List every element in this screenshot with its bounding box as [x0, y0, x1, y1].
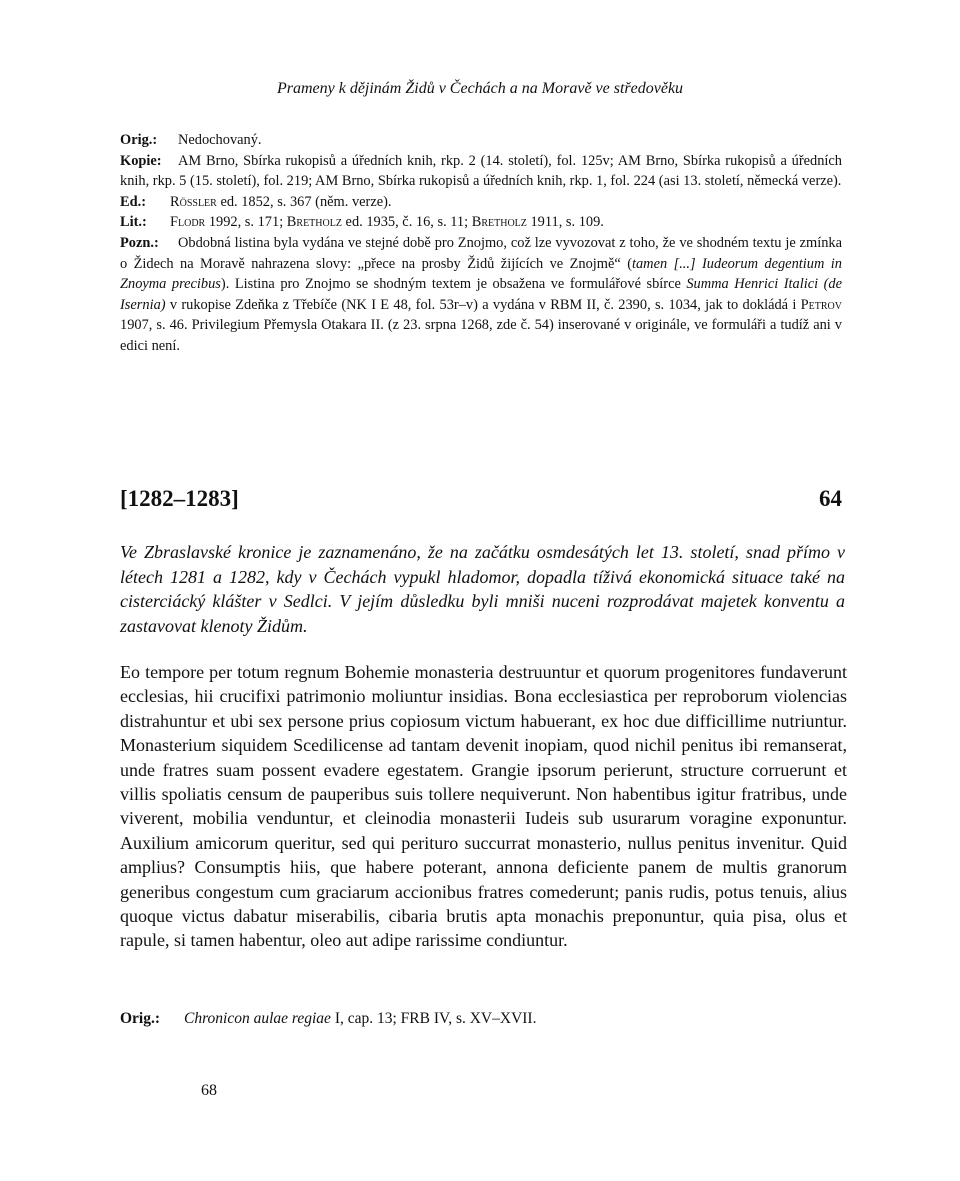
note-text: v rukopise Zdeňka z Třebíče (NK I E 48, fol. 53r–v) a vydána v RBM II, č. 2390, s. 1034, jak to dokládá i [165, 296, 801, 313]
note-label: Orig.: [120, 132, 158, 148]
note-text: ed. 1935, č. 16, s. 11; [341, 214, 472, 231]
apparatus-notes [120, 130, 842, 357]
note-label: Ed.: [120, 193, 146, 210]
note-text: Obdobná listina byla vydána ve stejné době pro Znojmo, což lze vyvozovat z toho, že ve shodném textu je zmínka o Židech na Moravě nahrazena slovy: „přece na prosby Židů žijících ve Znojmě“ ( [120, 234, 842, 272]
note-text: AM Brno, Sbírka rukopisů a úředních knih, rkp. 2 (14. století), fol. 125v; AM Brno, Sbírka rukopisů a úředních knih, rkp. 5 (15. století), fol. 219; AM Brno, Sbírka rukopisů a úředních knih, rkp. 1, fol. 224 (asi 13. století, německá verze). [120, 152, 842, 190]
note-label: Kopie: [120, 152, 162, 169]
note-text: I, cap. 13; FRB IV, s. XV–XVII. [330, 1010, 537, 1027]
latin-text: Eo tempore per totum regnum Bohemie monasteria destruuntur et quorum progenitores fundaverunt ecclesias, hii crucifixi patrimonio moliuntur insidias. Bona ecclesiastica per reproborum violencias distrahuntur et ubi sex persone prius copiosum victum habuerant, ex hoc due difficillime nutriuntur. Monasterium siquidem Scedilicense ad tantam devenit inopiam, quod nichil penitus ibi remanserat, unde fratres suam possent evadere egestatem. Grangie ipsorum perierunt, structure corruerunt et villis spoliatis censum de pauperibus suis tollere nequiverunt. Non habentibus igitur fratribus, unde viverent, mobilia venduntur, et cleinodia monasterii Iudeis sub usurarum voragine exponuntur. Auxilium amicorum queritur, sed qui perituro succurrat monasterio, nullus penitus invenitur. Quid amplius? Consumptis hiis, que habere poterant, annona deficiente panem de multis granorum generibus congestum cum graciarum accionibus fratres comederunt; panis rudis, potus tenuis, alius quoque victus dabatur miserabilis, cibaria brutis apta monachis preponuntur, quia pisa, olus et rapule, si tamen habentur, oleo aut adipe rarissime condiuntur. [120, 662, 847, 951]
note-text: 1911, s. 109. [526, 214, 604, 231]
running-header: Prameny k dějinám Židů v Čechách a na Moravě ve středověku [276, 80, 684, 97]
note-text: 1992, s. 171; [205, 214, 287, 231]
note-label: Lit.: [120, 214, 147, 231]
source-title: Chronicon aulae regiae [184, 1010, 331, 1027]
author-name: Bretholz [471, 214, 527, 231]
author-name: Bretholz [286, 214, 342, 231]
note-lit [120, 212, 842, 233]
note-label: Orig.: [120, 1010, 161, 1027]
note-text: ). Listina pro Znojmo se shodným textem je obsažena ve formulářové sbírce [220, 276, 687, 293]
page-number: 68 [201, 1082, 217, 1099]
note-text: Nedochovaný. [178, 132, 262, 148]
author-name: Flodr [170, 214, 206, 231]
note-pozn [120, 233, 842, 357]
document-number: 64 [819, 486, 842, 511]
note-text: 1907, s. 46. Privilegium Přemysla Otakara II. (z 23. srpna 1268, zde č. 54) inserované v originále, ve formuláři a tudíž ani v edici není. [120, 317, 842, 354]
author-name: Petrov [800, 296, 842, 313]
author-name: Rössler [170, 193, 217, 210]
document-date: [1282–1283] [120, 486, 239, 511]
note-label: Pozn.: [120, 234, 159, 251]
note-orig [120, 130, 842, 151]
note-text: ed. 1852, s. 367 (něm. verze). [216, 193, 392, 210]
regest-summary: Ve Zbraslavské kronice je zaznamenáno, že na začátku osmdesátých let 13. století, snad přímo v létech 1281 a 1282, kdy v Čechách vypukl hladomor, dopadla tíživá ekonomická situace také na cisterciácký klášter v Sedlci. V jejím důsledku byli mniši nuceni rozprodávat majetek konventu a zastavovat klenoty Židům. [120, 542, 845, 636]
quoted-latin: tamen [...] Iudeorum degentium in Znoyma precibus [120, 255, 842, 293]
source-note [120, 1010, 842, 1028]
note-kopie [120, 151, 842, 192]
source-title: Summa Henrici Italici (de Isernia) [120, 276, 842, 313]
note-ed [120, 192, 842, 213]
